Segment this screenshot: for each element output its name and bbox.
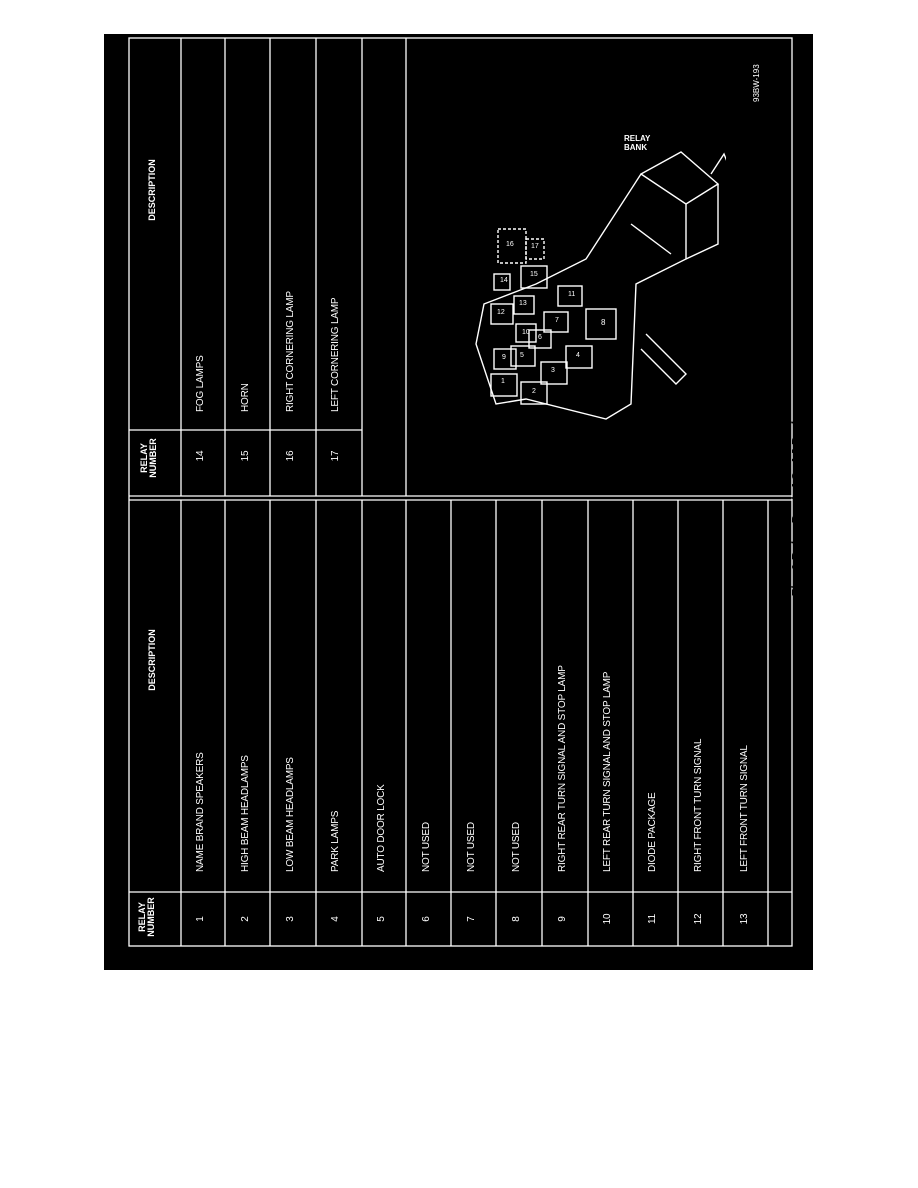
diagram-labels (104, 34, 813, 970)
relay-row-2-description: HIGH BEAM HEADLAMPS (240, 755, 251, 872)
relay-label-13: 13 (519, 300, 527, 307)
relay-row-5-description: AUTO DOOR LOCK (376, 784, 387, 872)
left-header-description: DESCRIPTION (147, 629, 157, 691)
relay-label-14: 14 (500, 277, 508, 284)
relay-label-9: 9 (502, 354, 506, 361)
relay-row-12-description: RIGHT FRONT TURN SIGNAL (693, 738, 704, 872)
relay-row-16-number: 16 (285, 450, 296, 462)
relay-label-1: 1 (501, 378, 505, 385)
relay-row-8-number: 8 (511, 916, 522, 922)
relay-label-10: 10 (522, 329, 530, 336)
relay-row-1-description: NAME BRAND SPEAKERS (195, 752, 206, 872)
relay-row-5-number: 5 (376, 916, 387, 922)
relay-row-9-number: 9 (557, 916, 568, 922)
figure-code: 93BW-193 (752, 64, 761, 102)
relay-row-3-description: LOW BEAM HEADLAMPS (285, 757, 296, 872)
right-header-description: DESCRIPTION (147, 159, 157, 221)
relay-label-17: 17 (531, 243, 539, 250)
relay-row-3-number: 3 (285, 916, 296, 922)
relay-row-6-number: 6 (421, 916, 432, 922)
relay-row-13-number: 13 (739, 913, 750, 925)
relay-label-7: 7 (555, 317, 559, 324)
right-header-relay-number-text: RELAY NUMBER (139, 438, 158, 478)
figure-caption (784, 401, 810, 611)
relay-row-14-number: 14 (195, 450, 206, 462)
relay-label-6: 6 (538, 334, 542, 341)
relay-row-16-description: RIGHT CORNERING LAMP (285, 291, 296, 412)
relay-row-7-number: 7 (466, 916, 477, 922)
relay-label-15: 15 (530, 271, 538, 278)
relay-row-10-description: LEFT REAR TURN SIGNAL AND STOP LAMP (602, 671, 613, 872)
relay-row-13-description: LEFT FRONT TURN SIGNAL (739, 745, 750, 872)
relay-label-8: 8 (601, 318, 606, 327)
relay-row-9-description: RIGHT REAR TURN SIGNAL AND STOP LAMP (557, 665, 568, 872)
relay-label-12: 12 (497, 309, 505, 316)
relay-label-5: 5 (520, 352, 524, 359)
relay-row-15-description: HORN (240, 383, 251, 412)
relay-row-11-description: DIODE PACKAGE (647, 792, 658, 872)
relay-label-4: 4 (576, 352, 580, 359)
relay-row-17-number: 17 (330, 450, 341, 462)
figure-caption-text: Fig. 6 Relay Bank AG, AJ Body (790, 414, 805, 598)
relay-label-3: 3 (551, 367, 555, 374)
relay-row-14-description: FOG LAMPS (195, 355, 206, 412)
relay-row-7-description: NOT USED (466, 822, 477, 872)
relay-row-11-number: 11 (647, 914, 658, 924)
relay-bank-label: RELAY BANK (624, 134, 651, 152)
relay-row-12-number: 12 (693, 913, 704, 925)
relay-row-4-number: 4 (330, 916, 341, 922)
relay-row-1-number: 1 (195, 916, 206, 922)
relay-label-16: 16 (506, 241, 514, 248)
relay-row-17-description: LEFT CORNERING LAMP (330, 297, 341, 412)
relay-bank-figure (104, 34, 813, 970)
relay-row-2-number: 2 (240, 916, 251, 922)
relay-label-2: 2 (532, 388, 536, 395)
relay-row-15-number: 15 (240, 450, 251, 462)
relay-row-10-number: 10 (602, 913, 613, 925)
relay-row-6-description: NOT USED (421, 822, 432, 872)
relay-label-11: 11 (568, 291, 576, 298)
left-header-relay-number-text: RELAY NUMBER (137, 897, 156, 937)
relay-row-8-description: NOT USED (511, 822, 522, 872)
relay-row-4-description: PARK LAMPS (330, 810, 341, 872)
